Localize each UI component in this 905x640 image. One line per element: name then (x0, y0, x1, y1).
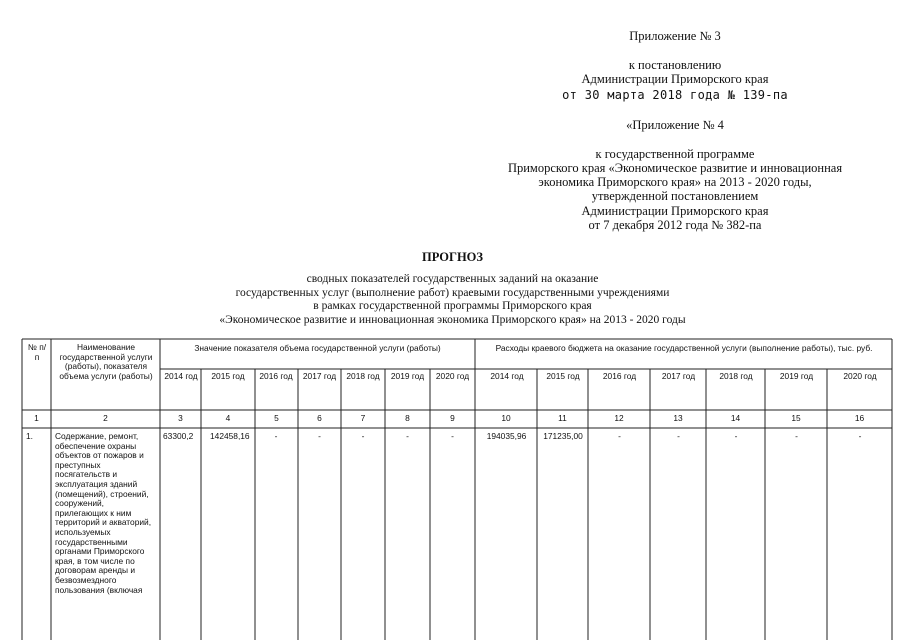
col-number-1: 1 (34, 413, 39, 423)
year-header-value-2020: 2020 год (435, 371, 470, 381)
year-header-value-2015: 2015 год (211, 371, 245, 381)
subtitle-line-3: в рамках государственной программы Приморского края (313, 300, 592, 312)
row-1-value-2020: - (451, 431, 454, 441)
year-header-value-2017: 2017 год (302, 371, 337, 381)
row-1-value-2019: - (406, 431, 409, 441)
col-number-16: 16 (854, 413, 865, 423)
header-administration: Администрации Приморского края (581, 72, 769, 86)
year-header-expense-2016: 2016 год (602, 371, 637, 381)
year-header-value-2018: 2018 год (346, 371, 380, 381)
col-number-10: 10 (501, 413, 511, 423)
year-header-expense-2014: 2014 год (490, 371, 524, 381)
row-1-value-2015: 142458,16 (210, 431, 250, 441)
row-1-expense-2020: - (858, 431, 862, 441)
header-program-name-2: экономика Приморского края» на 2013 - 2020 годы, (538, 175, 812, 189)
col-number-13: 13 (673, 413, 683, 423)
year-header-value-2019: 2019 год (390, 371, 425, 381)
col-number-4: 4 (225, 413, 231, 423)
row-1-expense-2014: 194035,96 (486, 431, 527, 441)
col-number-9: 9 (450, 413, 455, 423)
row-1-expense-2018: - (734, 431, 738, 441)
col-number-6: 6 (317, 413, 322, 423)
subtitle-line-1: сводных показателей государственных заданий на оказание (306, 273, 599, 285)
year-header-expense-2015: 2015 год (546, 371, 580, 381)
col-header-number: № п/п (27, 342, 47, 362)
col-number-7: 7 (360, 413, 366, 423)
col-number-5: 5 (274, 413, 279, 423)
row-1-service-name: Содержание, ремонт, обеспечение охраны объектов от пожаров и преступных посягательств и эксплуатация зданий (помещений), строений, сооружений, прилегающих к ним территорий и акваторий, используемых государственными органами Приморского края, в том числе по договорам аренды и безвозмездного пользования (включая (55, 431, 152, 595)
col-number-12: 12 (614, 413, 624, 423)
header-approved-by: утвержденной постановлением (591, 189, 759, 203)
year-header-value-2016: 2016 год (259, 371, 293, 381)
col-group-budget-expenses: Расходы краевого бюджета на оказание государственной услуги (выполнение работы), тыс. руб. (495, 343, 873, 353)
row-1-number: 1. (26, 431, 33, 441)
header-to-program: к государственной программе (595, 147, 755, 161)
row-1-expense-2015: 171235,00 (543, 431, 583, 441)
year-header-expense-2017: 2017 год (661, 371, 696, 381)
col-number-15: 15 (791, 413, 801, 423)
row-1-expense-2016: - (618, 431, 621, 441)
header-approval-date: от 7 декабря 2012 года № 382-па (588, 218, 762, 232)
row-1-value-2017: - (318, 431, 321, 441)
year-header-expense-2020: 2020 год (843, 371, 877, 381)
col-number-8: 8 (405, 413, 410, 423)
document-title: ПРОГНОЗ (421, 250, 483, 264)
subtitle-line-4: «Экономическое развитие и инновационная экономика Приморского края» на 2013 - 2020 годы (219, 313, 686, 326)
year-header-expense-2019: 2019 год (779, 371, 814, 381)
header-annex-3: Приложение № 3 (629, 29, 721, 43)
header-administration-2: Администрации Приморского края (581, 204, 769, 218)
col-group-indicator-values: Значение показателя объема государственной услуги (работы) (194, 343, 441, 353)
col-number-3: 3 (178, 413, 183, 423)
header-resolution-date: от 30 марта 2018 года № 139-па (562, 88, 788, 102)
row-1-value-2018: - (361, 431, 365, 441)
row-1-value-2016: - (274, 431, 278, 441)
year-header-expense-2018: 2018 год (719, 371, 753, 381)
row-1-value-2014: 63300,2 (163, 431, 194, 441)
col-header-name: Наименование государственной услуги (работы), показателя объема услуги (работы) (59, 342, 153, 381)
header-annex-4: «Приложение № 4 (626, 118, 724, 132)
row-1-expense-2019: - (795, 431, 798, 441)
col-number-14: 14 (730, 413, 741, 423)
year-header-value-2014: 2014 год (164, 371, 198, 381)
header-to-resolution: к постановлению (628, 58, 722, 72)
col-number-11: 11 (558, 413, 567, 423)
col-number-2: 2 (103, 413, 108, 423)
header-program-name-1: Приморского края «Экономическое развитие и инновационная (507, 161, 843, 175)
subtitle-line-2: государственных услуг (выполнение работ) краевыми государственными учреждениями (235, 286, 670, 299)
row-1-expense-2017: - (677, 431, 680, 441)
